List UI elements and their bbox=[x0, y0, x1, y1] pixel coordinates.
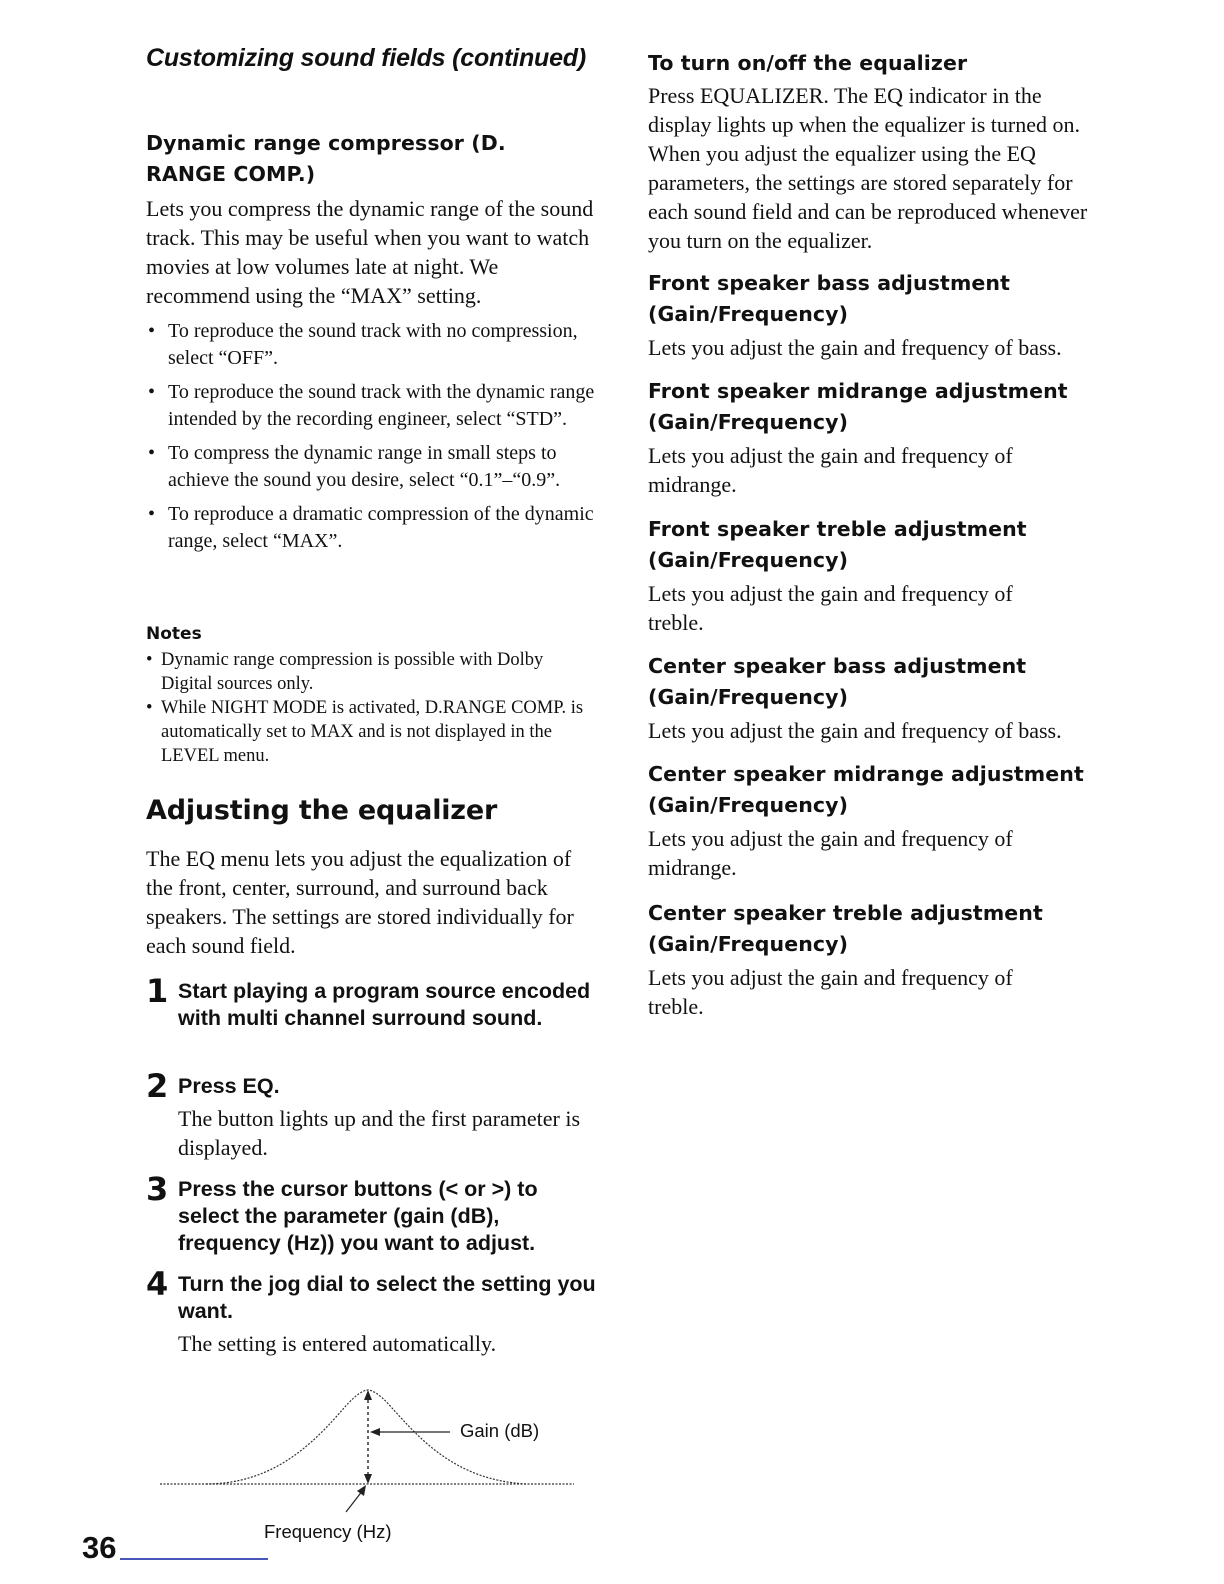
section-center-midrange bbox=[648, 759, 1108, 882]
section-front-treble bbox=[648, 514, 1108, 637]
section-body: Lets you adjust the gain and frequency of bass. bbox=[648, 335, 1062, 360]
gain-down-arrowhead bbox=[364, 1474, 372, 1484]
eq-onoff-section bbox=[648, 48, 1108, 255]
eq-section bbox=[146, 794, 598, 960]
drc-body: Lets you compress the dynamic range of the sound track. This may be useful when you want to watch movies at low volumes late at night. We recommend using the “MAX” setting. bbox=[146, 196, 594, 308]
section-heading-line2: (Gain/Frequency) bbox=[648, 302, 849, 326]
section-center-bass bbox=[648, 651, 1108, 745]
section-heading-line1: Front speaker midrange adjustment bbox=[648, 379, 1068, 403]
step-4 bbox=[146, 1265, 602, 1358]
section-heading-line1: Front speaker treble adjustment bbox=[648, 517, 1027, 541]
step-title: Start playing a program source encoded with multi channel surround sound. bbox=[178, 979, 591, 1030]
section-front-midrange bbox=[648, 376, 1108, 499]
step-1 bbox=[146, 972, 602, 1032]
step-title: Press the cursor buttons (< or >) to select the parameter (gain (dB), frequency (Hz)) you want to adjust. bbox=[178, 1177, 538, 1255]
step-number: 3 bbox=[146, 1170, 169, 1208]
section-body: Lets you adjust the gain and frequency of treble. bbox=[648, 965, 1013, 1019]
eq-intro: The EQ menu lets you adjust the equalization of the front, center, surround, and surround back speakers. The settings are stored individually for each sound field. bbox=[146, 846, 574, 958]
page-number: 36 bbox=[82, 1530, 117, 1565]
step-number: 2 bbox=[146, 1067, 169, 1105]
step-title: Turn the jog dial to select the setting you want. bbox=[178, 1272, 596, 1323]
section-body: Lets you adjust the gain and frequency of midrange. bbox=[648, 826, 1013, 880]
drc-section bbox=[146, 128, 598, 562]
step-number: 4 bbox=[146, 1265, 169, 1303]
running-head: Customizing sound fields (continued) bbox=[146, 44, 586, 72]
section-heading-line1: Center speaker treble adjustment bbox=[648, 901, 1043, 925]
section-heading-line1: Center speaker midrange adjustment bbox=[648, 762, 1084, 786]
frequency-label: Frequency (Hz) bbox=[264, 1521, 392, 1542]
notes-list bbox=[146, 648, 598, 768]
eq-diagram bbox=[146, 1380, 606, 1555]
step-body: The setting is entered automatically. bbox=[178, 1331, 497, 1356]
note-item: • Dynamic range compression is possible with Dolby Digital sources only. bbox=[146, 648, 598, 696]
page-number-rule bbox=[120, 1558, 268, 1560]
drc-bullet: • To reproduce the sound track with the dynamic range intended by the recording engineer, select “STD”. bbox=[146, 379, 598, 433]
drc-bullet: • To compress the dynamic range in small steps to achieve the sound you desire, select “0.1”–“0.9”. bbox=[146, 440, 598, 494]
section-heading-line2: (Gain/Frequency) bbox=[648, 932, 849, 956]
gain-leader-arrowhead bbox=[370, 1428, 380, 1436]
notes-title: Notes bbox=[146, 624, 202, 644]
drc-heading-line1: Dynamic range compressor (D. bbox=[146, 131, 506, 155]
section-body: Lets you adjust the gain and frequency of treble. bbox=[648, 581, 1013, 635]
section-front-bass bbox=[648, 268, 1108, 362]
eq-heading: Adjusting the equalizer bbox=[146, 795, 498, 826]
section-center-treble bbox=[648, 898, 1108, 1021]
drc-bullet: • To reproduce the sound track with no compression, select “OFF”. bbox=[146, 318, 598, 372]
gain-label: Gain (dB) bbox=[460, 1420, 540, 1441]
gain-up-arrowhead bbox=[364, 1390, 372, 1400]
step-number: 1 bbox=[146, 972, 169, 1010]
section-body: Lets you adjust the gain and frequency of midrange. bbox=[648, 443, 1013, 497]
section-heading-line1: Front speaker bass adjustment bbox=[648, 271, 1011, 295]
section-heading-line2: (Gain/Frequency) bbox=[648, 548, 849, 572]
step-body: The button lights up and the first parameter is displayed. bbox=[178, 1106, 581, 1160]
step-2 bbox=[146, 1067, 602, 1162]
notes-section bbox=[146, 622, 598, 768]
drc-bullet-list bbox=[146, 318, 598, 555]
frequency-leader-arrowhead bbox=[357, 1485, 366, 1496]
drc-bullet: • To reproduce a dramatic compression of the dynamic range, select “MAX”. bbox=[146, 501, 598, 555]
eq-onoff-body: Press EQUALIZER. The EQ indicator in the display lights up when the equalizer is turned on. When you adjust the equalizer using the EQ parameters, the settings are stored separately for each sound field and can be reproduced whenever you turn on the equalizer. bbox=[648, 83, 1088, 253]
drc-heading-line2: RANGE COMP.) bbox=[146, 162, 316, 186]
note-item: • While NIGHT MODE is activated, D.RANGE COMP. is automatically set to MAX and is not displayed in the LEVEL menu. bbox=[146, 696, 598, 768]
step-3 bbox=[146, 1170, 602, 1257]
step-title: Press EQ. bbox=[178, 1074, 280, 1098]
section-heading-line2: (Gain/Frequency) bbox=[648, 793, 849, 817]
section-body: Lets you adjust the gain and frequency of bass. bbox=[648, 718, 1062, 743]
section-heading-line1: Center speaker bass adjustment bbox=[648, 654, 1027, 678]
eq-onoff-heading: To turn on/off the equalizer bbox=[648, 51, 968, 75]
section-heading-line2: (Gain/Frequency) bbox=[648, 410, 849, 434]
section-heading-line2: (Gain/Frequency) bbox=[648, 685, 849, 709]
